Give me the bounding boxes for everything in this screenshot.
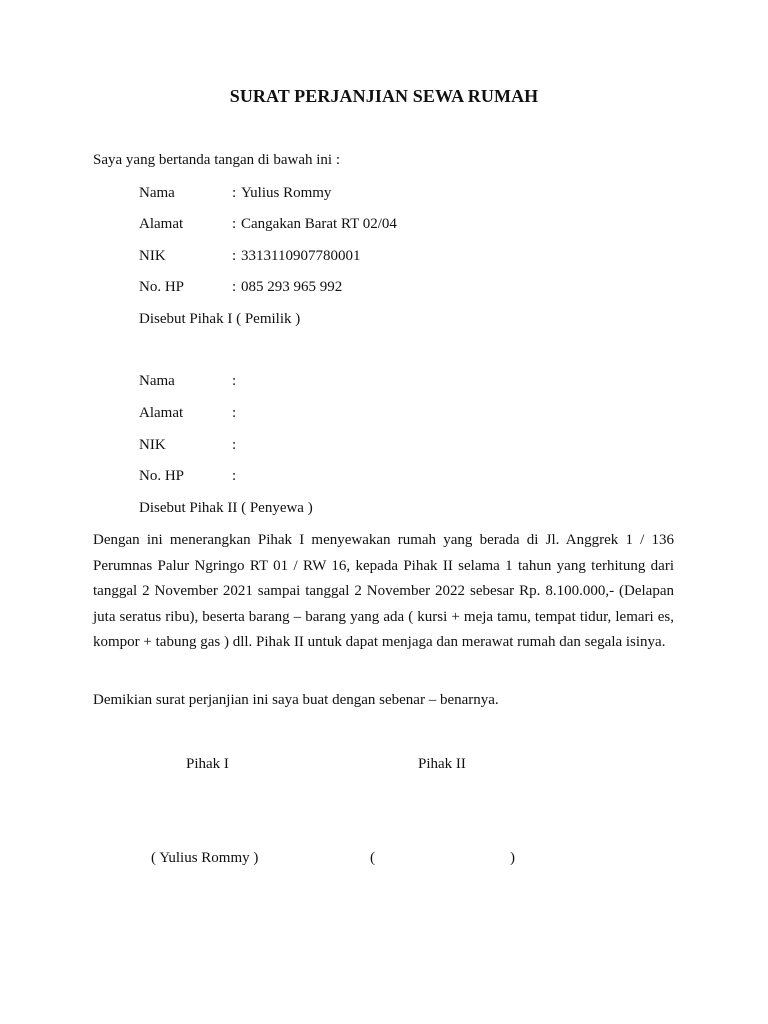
pihak1-address-value: Cangakan Barat RT 02/04 [241, 216, 397, 232]
pihak1-name-value: Yulius Rommy [241, 185, 332, 201]
pihak1-nik-label: NIK [139, 248, 166, 264]
pihak1-designation: Disebut Pihak I ( Pemilik ) [139, 311, 301, 327]
signature-heading-pihak1: Pihak I [186, 756, 229, 772]
pihak1-nik-colon: : [232, 248, 237, 264]
pihak2-designation: Disebut Pihak II ( Penyewa ) [139, 500, 313, 516]
agreement-paragraph: Dengan ini menerangkan Pihak I menyewakan rumah yang berada di Jl. Anggrek 1 / 136 Perumnas Palur Ngringo RT 01 / RW 16, kepada Pihak II selama 1 tahun yang terhitung dari tanggal 2 November 2021 sampai tanggal 2 November 2022 sebesar Rp. 8.100.000,- (Delapan juta seratus ribu), beserta barang – barang yang ada ( kursi + meja tamu, tempat tidur, lemari es, kompor + tabung gas ) dll. Pihak II untuk dapat menjaga dan merawat rumah dan segala isinya. [93, 532, 674, 651]
pihak2-name-colon: : [232, 373, 237, 389]
pihak2-phone-colon: : [232, 468, 237, 484]
document-title: SURAT PERJANJIAN SEWA RUMAH [229, 86, 539, 106]
signature-name-pihak2-open: ( [370, 850, 375, 866]
pihak2-name-label: Nama [139, 373, 175, 389]
pihak2-address-label: Alamat [139, 405, 184, 421]
pihak1-phone-value: 085 293 965 992 [241, 279, 343, 295]
pihak1-phone-colon: : [232, 279, 237, 295]
pihak1-address-colon: : [232, 216, 237, 232]
pihak1-name-colon: : [232, 185, 237, 201]
pihak1-name-label: Nama [139, 185, 175, 201]
pihak1-address-label: Alamat [139, 216, 184, 232]
intro-text: Saya yang bertanda tangan di bawah ini : [93, 152, 341, 168]
signature-heading-pihak2: Pihak II [418, 756, 466, 772]
pihak1-phone-label: No. HP [139, 279, 185, 295]
signature-name-pihak1: ( Yulius Rommy ) [151, 850, 259, 866]
closing-statement: Demikian surat perjanjian ini saya buat dengan sebenar – benarnya. [93, 692, 499, 708]
pihak2-nik-colon: : [232, 437, 237, 453]
signature-name-pihak2-close: ) [510, 850, 515, 866]
pihak2-address-colon: : [232, 405, 237, 421]
pihak2-nik-label: NIK [139, 437, 166, 453]
pihak1-nik-value: 3313110907780001 [241, 248, 361, 264]
pihak2-phone-label: No. HP [139, 468, 185, 484]
